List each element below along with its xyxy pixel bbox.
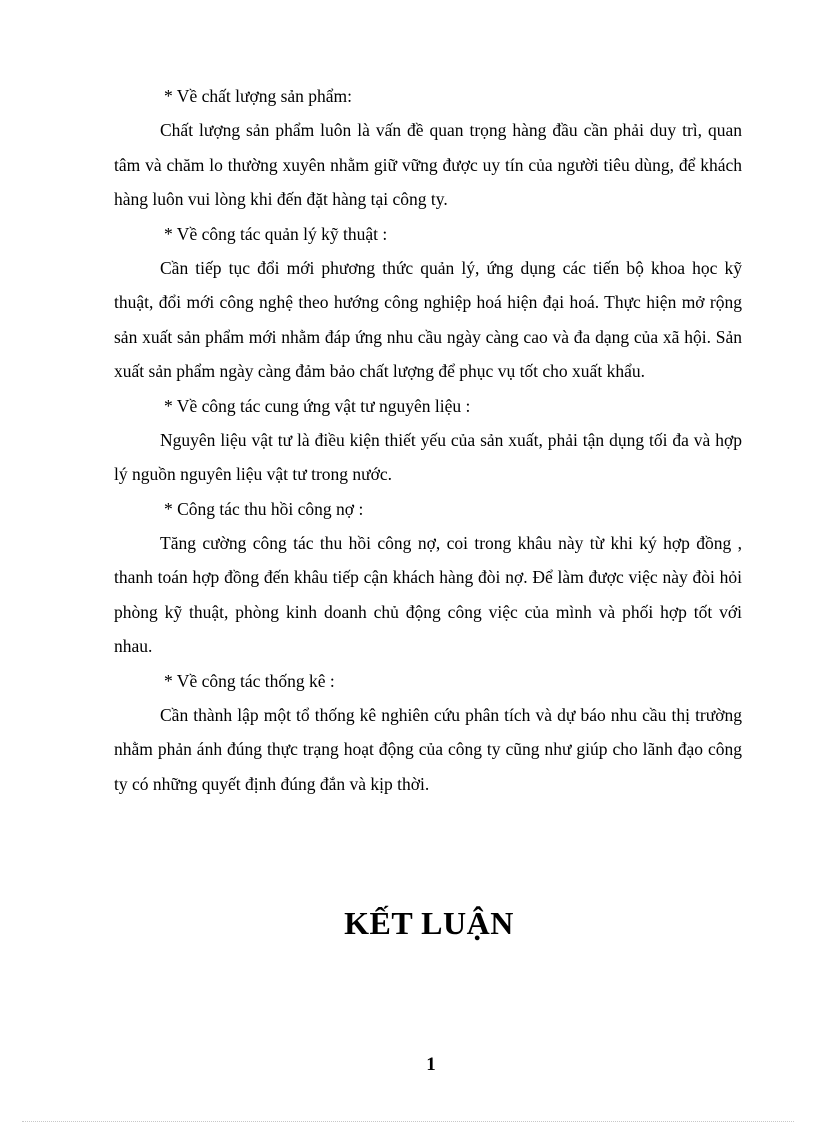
section-product-quality: [114, 79, 742, 217]
section-paragraph: Cần thành lập một tổ thống kê nghiên cứu phân tích và dự báo nhu cầu thị trường nhằm phản ánh đúng thực trạng hoạt động của công ty cũng như giúp cho lãnh đạo công ty có những quyết định đúng đắn và kịp thời.: [114, 704, 742, 794]
section-debt-collection: [114, 492, 742, 664]
section-heading: * Công tác thu hồi công nợ :: [164, 498, 364, 519]
conclusion-title: KẾT LUẬN: [344, 905, 514, 941]
section-material-supply: [114, 389, 742, 492]
section-heading: * Về công tác thống kê :: [164, 670, 335, 691]
section-statistics: [114, 664, 742, 802]
section-paragraph: Cần tiếp tục đổi mới phương thức quản lý, ứng dụng các tiến bộ khoa học kỹ thuật, đổi mới công nghệ theo hướng công nghiệp hoá hiện đại hoá. Thực hiện mở rộng sản xuất sản phẩm mới nhằm đáp ứng nhu cầu ngày càng cao và đa dạng của xã hội. Sản xuất sản phẩm ngày càng đảm bảo chất lượng để phục vụ tốt cho xuất khẩu.: [114, 257, 742, 381]
section-heading: * Về chất lượng sản phẩm:: [164, 86, 353, 106]
section-paragraph: Tăng cường công tác thu hồi công nợ, coi trong khâu này từ khi ký hợp đồng , thanh toán hợp đồng đến khâu tiếp cận khách hàng đòi nợ. Để làm được việc này đòi hỏi phòng kỹ thuật, phòng kinh doanh chủ động công việc của mình và phối hợp tốt với nhau.: [114, 532, 742, 656]
section-paragraph: Nguyên liệu vật tư là điều kiện thiết yếu của sản xuất, phải tận dụng tối đa và hợp lý nguồn nguyên liệu vật tư trong nước.: [114, 429, 742, 484]
section-paragraph: Chất lượng sản phẩm luôn là vấn đề quan trọng hàng đầu cần phải duy trì, quan tâm và chăm lo thường xuyên nhằm giữ vững được uy tín của người tiêu dùng, để khách hàng luôn vui lòng khi đến đặt hàng tại công ty.: [114, 120, 742, 209]
section-heading: * Về công tác quản lý kỹ thuật :: [164, 223, 388, 244]
page-bottom-divider: [22, 1121, 794, 1122]
section-technical-management: [114, 217, 742, 389]
document-body: [114, 79, 742, 801]
page-number: 1: [426, 1054, 436, 1075]
section-heading: * Về công tác cung ứng vật tư nguyên liệu :: [164, 395, 471, 416]
